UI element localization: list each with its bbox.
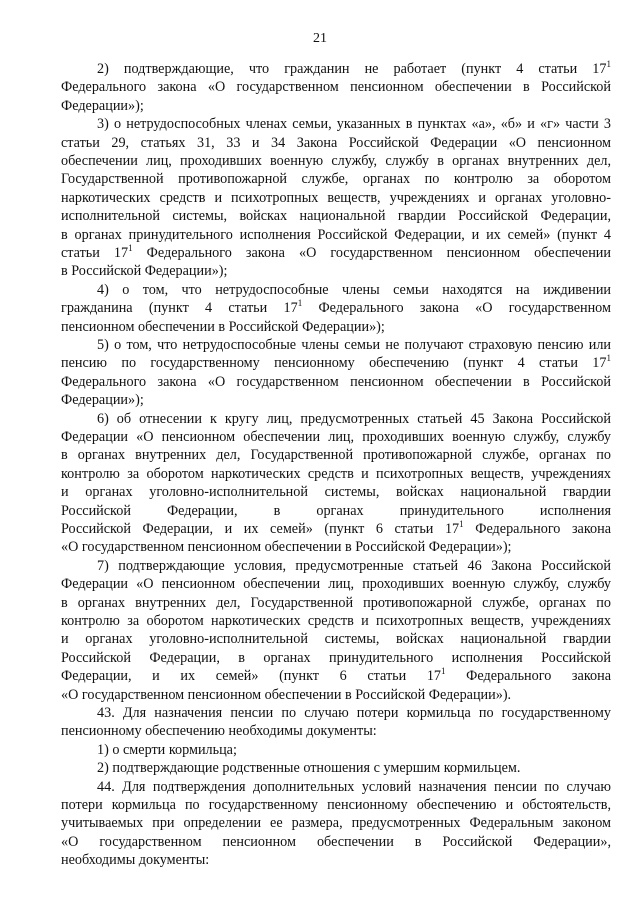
text-line: и органах уголовно-исполнительной системы, войсках национальной гвардии (61, 631, 611, 648)
text-line: статьи $17^1$ Федерального закона «О государственном пенсионном обеспечении (61, 243, 611, 261)
text-line: 4) о том, что нетрудоспособные члены семьи находятся на иждивении (97, 281, 611, 298)
text-line: пенсионному обеспечению необходимы документы: (61, 723, 377, 740)
text-line: «О государственном пенсионном обеспечении в Российской Федерации», (61, 833, 611, 850)
text-line: «О государственном пенсионном обеспечении в Российской Федерации»); (61, 539, 512, 556)
text-line: Государственной противопожарной службе, органах по контролю за оборотом (61, 171, 611, 188)
text-line: контролю за оборотом наркотических средств и психотропных веществ, учреждениях (61, 465, 611, 482)
text-line: «О государственном пенсионном обеспечении в Российской Федерации»). (61, 686, 512, 703)
text-line: Российской Федерации, в органах принудительного исполнения (61, 502, 611, 519)
text-line: 5) о том, что нетрудоспособные члены семьи не получают страховую пенсию или (97, 337, 611, 353)
text-line: исполнительной системы, войсках национальной гвардии Российской Федерации, (61, 208, 611, 225)
text-line: Федерального закона «О государственном пенсионном обеспечении в Российской (61, 373, 611, 390)
text-line: 2) подтверждающие родственные отношения с умершим кормильцем. (97, 760, 521, 777)
text-line: Российской Федерации, в органах принудительного исполнения Российской (61, 649, 611, 666)
text-line: наркотических средств и психотропных веществ, учреждениях и органах уголовно- (61, 189, 611, 206)
text-line: контролю за оборотом наркотических средств и психотропных веществ, учреждениях (61, 613, 611, 629)
text-line: Федерации»); (61, 392, 144, 409)
text-line: пенсию по государственному пенсионному обеспечению (пункт 4 статьи $17^1$ (61, 353, 611, 372)
text-line: Федерации «О пенсионном обеспечении лиц, проходивших военную службу, службу (61, 429, 611, 445)
text-line: и органах уголовно-исполнительной системы, войсках национальной гвардии (61, 484, 611, 501)
text-line: в Российской Федерации»); (61, 263, 228, 280)
text-line: 44. Для подтверждения дополнительных условий назначения пенсии по случаю (97, 778, 611, 795)
text-line: Федерации «О пенсионном обеспечении лиц, проходивших военную службу, службу (61, 576, 611, 593)
text-line: 6) об отнесении к кругу лиц, предусмотренных статьей 45 Закона Российской (97, 410, 611, 427)
text-line: 43. Для назначения пенсии по случаю потери кормильца по государственному (97, 705, 611, 721)
text-line: обеспечении лиц, проходивших военную службу, службу в органах внутренних дел, (61, 153, 611, 169)
text-line: потери кормильца по государственному пенсионному обеспечению и обстоятельств, (61, 797, 611, 813)
text-line: в органах внутренних дел, Государственной противопожарной службе, органах по (61, 594, 611, 611)
text-line: 7) подтверждающие условия, предусмотренные статьей 46 Закона Российской (97, 557, 611, 574)
text-line: Федерации»); (61, 97, 144, 114)
text-line: учитываемых при определении ее размера, предусмотренных Федеральным законом (61, 815, 611, 832)
text-line: 3) о нетрудоспособных членах семьи, указанных в пунктах «а», «б» и «г» части 3 (97, 116, 611, 133)
text-line: Российской Федерации, и их семей» (пункт 6 статьи $17^1$ Федерального закона (61, 519, 612, 537)
text-line: пенсионном обеспечении в Российской Федерации»); (61, 318, 385, 335)
text-line: 2) подтверждающие, что гражданин не работает (пункт 4 статьи $17^1$ (97, 59, 611, 77)
text-line: статьи 29, статьях 31, 33 и 34 Закона Российской Федерации «О пенсионном (61, 134, 611, 151)
text-line: Федерации, и их семей» (пункт 6 статьи $17^1$ Федерального закона (61, 666, 611, 685)
text-line: в органах принудительного исполнения Российской Федерации, и их семей» (пункт 4 (61, 226, 611, 243)
page-number: 21 (313, 31, 327, 46)
text-line: Федерального закона «О государственном пенсионном обеспечении в Российской (61, 79, 611, 96)
text-line: 1) о смерти кормильца; (97, 741, 237, 758)
text-line: в органах внутренних дел, Государственной противопожарной службе, органах по (61, 447, 611, 464)
text-line: необходимы документы: (61, 852, 210, 869)
text-line: гражданина (пункт 4 статьи $17^1$ Федерального закона «О государственном (61, 298, 611, 317)
